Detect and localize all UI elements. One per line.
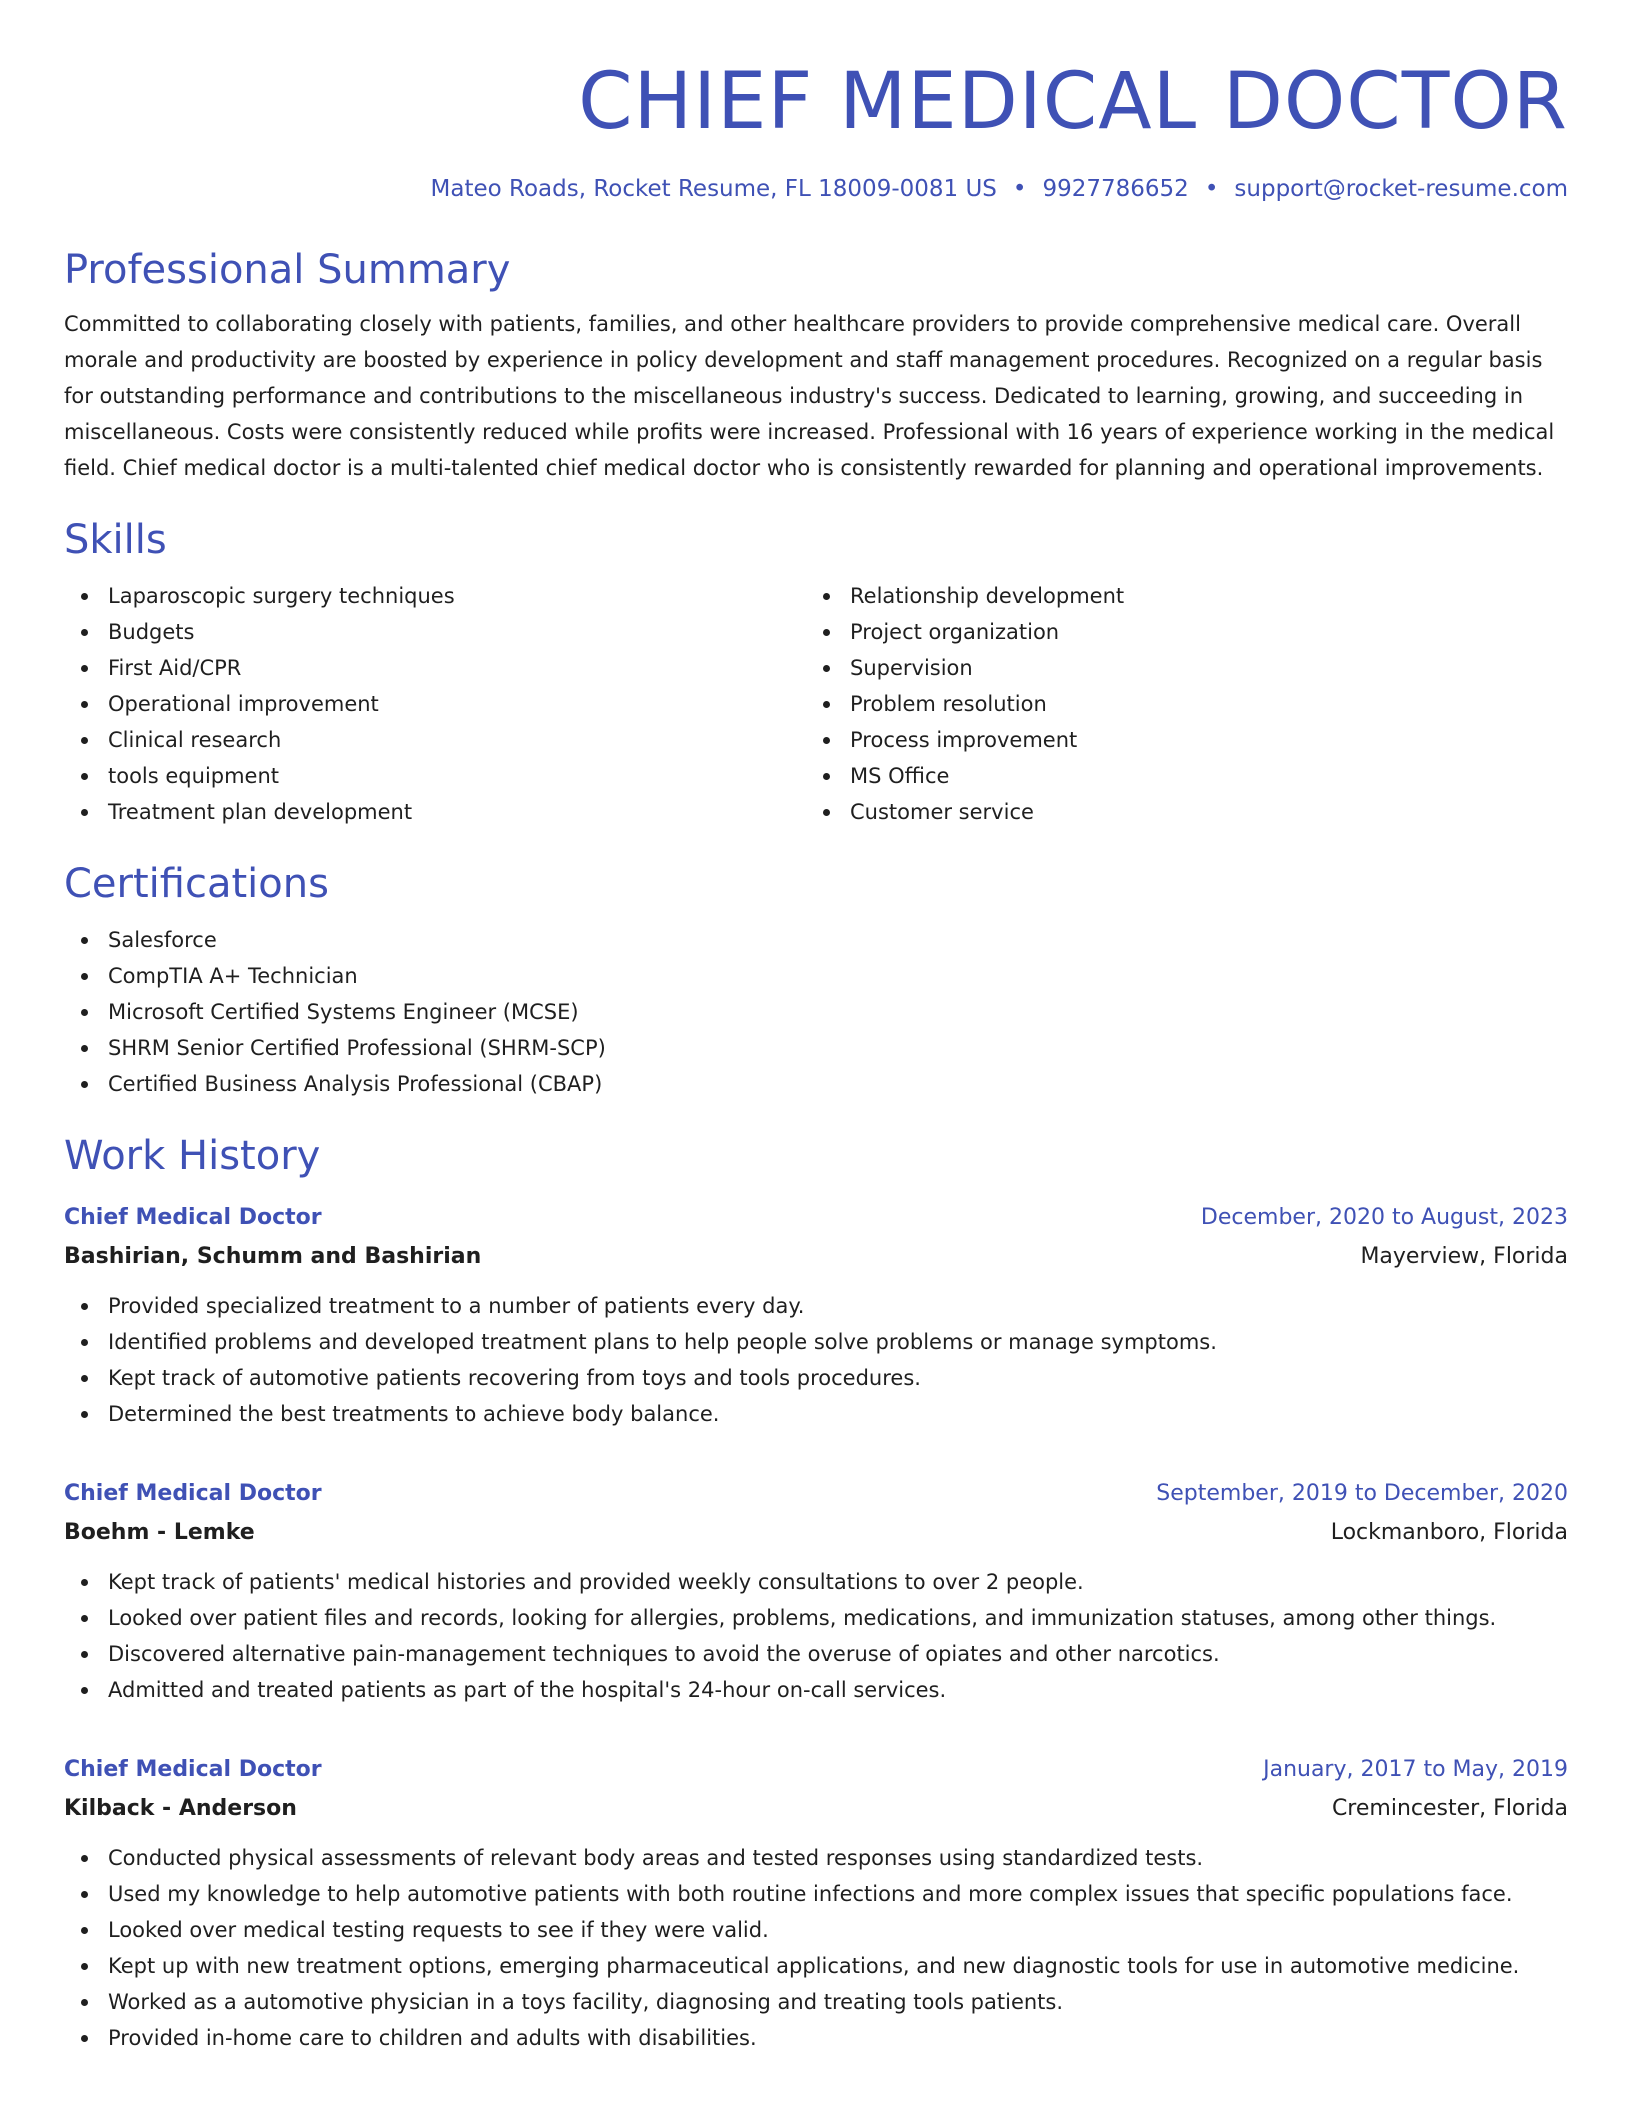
job-bullet: Kept track of automotive patients recovering from toys and tools procedures. <box>64 1360 1568 1396</box>
skill-item: Customer service <box>806 794 1548 830</box>
skill-item: Laparoscopic surgery techniques <box>64 578 806 614</box>
job-bullet: Kept track of patients' medical histories and provided weekly consultations to over 2 people. <box>64 1564 1568 1600</box>
job-bullet: Identified problems and developed treatment plans to help people solve problems or manage symptoms. <box>64 1324 1568 1360</box>
job-header-row <box>64 1750 1568 1790</box>
job-location: Lockmanboro, Florida <box>1330 1520 1568 1545</box>
skill-item: Problem resolution <box>806 686 1548 722</box>
skill-item: tools equipment <box>64 758 806 794</box>
job-bullet: Determined the best treatments to achieve body balance. <box>64 1396 1568 1432</box>
contact-line <box>64 174 1568 204</box>
job-bullets <box>64 1564 1568 1708</box>
job-bullet: Provided in-home care to children and adults with disabilities. <box>64 2020 1568 2056</box>
job-location: Cremincester, Florida <box>1331 1796 1568 1821</box>
job-header-row <box>64 1198 1568 1238</box>
skill-item: Treatment plan development <box>64 794 806 830</box>
skill-item: Project organization <box>806 614 1548 650</box>
job-bullet: Looked over medical testing requests to see if they were valid. <box>64 1912 1568 1948</box>
job-entry <box>64 1474 1568 1708</box>
job-entry <box>64 1750 1568 2056</box>
section-title-work-history: Work History <box>64 1133 321 1179</box>
skills-columns <box>64 566 1568 830</box>
skills-list-left <box>64 578 806 830</box>
skill-item: Budgets <box>64 614 806 650</box>
job-company-row <box>64 1514 1568 1552</box>
job-company: Kilback - Anderson <box>64 1796 297 1821</box>
job-company: Boehm - Lemke <box>64 1520 255 1545</box>
job-bullet: Worked as a automotive physician in a toys facility, diagnosing and treating tools patients. <box>64 1984 1568 2020</box>
contact-phone: 9927786652 <box>1042 176 1189 202</box>
contact-separator: • <box>1012 176 1027 202</box>
job-bullets <box>64 1288 1568 1432</box>
job-company-row <box>64 1790 1568 1828</box>
job-bullet: Admitted and treated patients as part of the hospital's 24-hour on-call services. <box>64 1672 1568 1708</box>
job-title: Chief Medical Doctor <box>64 1481 322 1506</box>
certifications-list <box>64 922 1568 1102</box>
skill-item: MS Office <box>806 758 1548 794</box>
job-bullet: Discovered alternative pain-management techniques to avoid the overuse of opiates and other narcotics. <box>64 1636 1568 1672</box>
skills-list-right <box>806 578 1548 830</box>
skill-item: Supervision <box>806 650 1548 686</box>
resume-header <box>64 52 1568 204</box>
job-company-row <box>64 1238 1568 1276</box>
job-bullet: Kept up with new treatment options, emerging pharmaceutical applications, and new diagnostic tools for use in automotive medicine. <box>64 1948 1568 1984</box>
certification-item: Salesforce <box>64 922 1568 958</box>
summary-text: Committed to collaborating closely with patients, families, and other healthcare providers to provide comprehensive medical care. Overall morale and productivity are boosted by experience in policy development and staff management procedures. Recognized on a regular basis for outstanding performance and contributions to the miscellaneous industry's success. Dedicated to learning, growing, and succeeding in miscellaneous. Costs were consistently reduced while profits were increased. Professional with 16 years of experience working in the medical field. Chief medical doctor is a multi-talented chief medical doctor who is consistently rewarded for planning and operational improvements. <box>64 312 1555 480</box>
contact-email: support@rocket-resume.com <box>1234 176 1568 202</box>
job-dates: January, 2017 to May, 2019 <box>1263 1757 1568 1782</box>
job-title: Chief Medical Doctor <box>64 1205 322 1230</box>
job-entry <box>64 1198 1568 1432</box>
job-bullet: Looked over patient files and records, looking for allergies, problems, medications, and immunization statuses, among other things. <box>64 1600 1568 1636</box>
skill-item: Operational improvement <box>64 686 806 722</box>
certification-item: Microsoft Certified Systems Engineer (MCSE) <box>64 994 1568 1030</box>
job-company: Bashirian, Schumm and Bashirian <box>64 1244 482 1269</box>
job-dates: December, 2020 to August, 2023 <box>1200 1205 1568 1230</box>
resume-name: CHIEF MEDICAL DOCTOR <box>578 57 1568 147</box>
certification-item: Certified Business Analysis Professional (CBAP) <box>64 1066 1568 1102</box>
certification-item: SHRM Senior Certified Professional (SHRM-SCP) <box>64 1030 1568 1066</box>
job-bullet: Used my knowledge to help automotive patients with both routine infections and more complex issues that specific populations face. <box>64 1876 1568 1912</box>
contact-address: Mateo Roads, Rocket Resume, FL 18009-0081 US <box>430 176 997 202</box>
skill-item: Relationship development <box>806 578 1548 614</box>
job-bullets <box>64 1840 1568 2056</box>
job-bullet: Provided specialized treatment to a number of patients every day. <box>64 1288 1568 1324</box>
contact-separator: • <box>1204 176 1219 202</box>
job-header-row <box>64 1474 1568 1514</box>
job-location: Mayerview, Florida <box>1360 1244 1568 1269</box>
section-title-summary: Professional Summary <box>64 247 511 293</box>
job-title: Chief Medical Doctor <box>64 1757 322 1782</box>
job-bullet: Conducted physical assessments of relevant body areas and tested responses using standardized tests. <box>64 1840 1568 1876</box>
certification-item: CompTIA A+ Technician <box>64 958 1568 994</box>
job-dates: September, 2019 to December, 2020 <box>1156 1481 1568 1506</box>
section-title-skills: Skills <box>64 517 167 563</box>
skill-item: First Aid/CPR <box>64 650 806 686</box>
skill-item: Clinical research <box>64 722 806 758</box>
skill-item: Process improvement <box>806 722 1548 758</box>
section-title-certifications: Certifications <box>64 861 329 907</box>
